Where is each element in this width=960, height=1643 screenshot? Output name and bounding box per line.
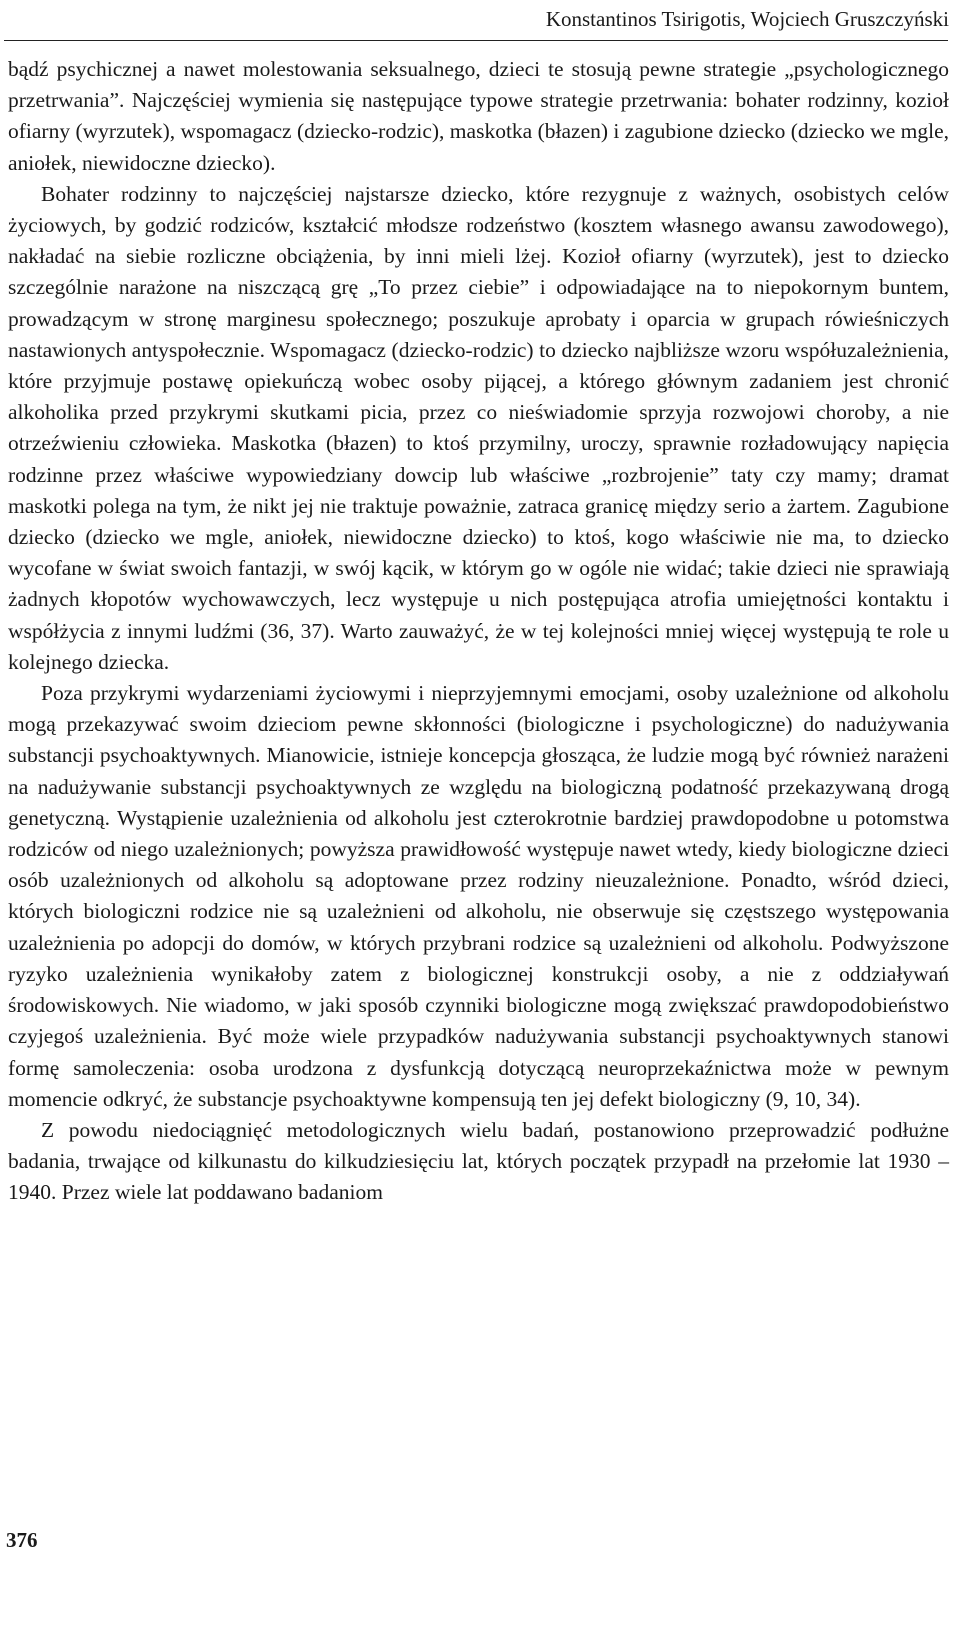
paragraph: Poza przykrymi wydarzeniami życiowymi i nieprzyjemnymi emocjami, osoby uzależnione od alkoholu mogą przekazywać swoim dzieciom pewne skłonności (biologiczne i psychologiczne) do nadużywania substancji psychoaktywnych. Mianowicie, istnieje koncepcja głosząca, że ludzie mogą być również narażeni na nadużywanie substancji psychoaktywnych ze względu na biologiczną podatność przekazywaną drogą genetyczną. Wystąpienie uzależnienia od alkoholu jest czterokrotnie bardziej prawdopodobne u potomstwa rodziców od niego uzależnionych; powyższa prawidłowość występuje nawet wtedy, kiedy biologiczne dzieci osób uzależnionych od alkoholu są adoptowane przez rodziny nieuzależnione. Ponadto, wśród dzieci, których biologiczni rodzice nie są uzależnieni od alkoholu, nie obserwuje się częstszego występowania uzależnienia po adopcji do domów, w których przybrani rodzice są uzależnieni od alkoholu. Podwyższone ryzyko uzależnienia wynikałoby zatem z biologicznej konstrukcji osoby, a nie z oddziaływań środowiskowych. Nie wiadomo, w jaki sposób czynniki biologiczne mogą zwiększać prawdopodobieństwo czyjegoś uzależnienia. Być może wiele przypadków nadużywania substancji psychoaktywnych stanowi formę samoleczenia: osoba urodzona z dysfunkcją dotyczącą neuroprzekaźnictwa może w pewnym momencie odkryć, że substancje psychoaktywne kompensują ten jej defekt biologiczny (9, 10, 34). bbox=[8, 681, 949, 1111]
paragraph: Z powodu niedociągnięć metodologicznych wielu badań, postanowiono przeprowadzić podłużne badania, trwające od kilkunastu do kilkudziesięciu lat, których początek przypadł na przełomie lat 1930 – 1940. Przez wiele lat poddawano badaniom bbox=[8, 1117, 949, 1205]
header-rule bbox=[4, 40, 948, 41]
paragraph: bądź psychicznej a nawet molestowania seksualnego, dzieci te stosują pewne strategie „psychologicznego przetrwania”. Najczęściej wymienia się następujące typowe strategie przetrwania: bohater rodzinny, kozioł ofiarny (wyrzutek), wspomagacz (dziecko-rodzic), maskotka (błazen) i zagubione dziecko (dziecko we mgle, aniołek, niewidoczne dziecko). bbox=[8, 57, 949, 175]
body-text bbox=[8, 54, 949, 1209]
paragraph: Bohater rodzinny to najczęściej najstarsze dziecko, które rezygnuje z ważnych, osobistych celów życiowych, by godzić rodziców, kształcić młodsze rodzeństwo (kosztem własnego awansu zawodowego), nakładać na siebie rozliczne obciążenia, by inni mieli lżej. Kozioł ofiarny (wyrzutek), jest to dziecko szczególnie narażone na niszczącą grę „To przez ciebie” i odpowiadające na to niepokornym buntem, prowadzącym w stronę marginesu społecznego; poszukuje aprobaty i oparcia w grupach rówieśniczych nastawionych antyspołecznie. Wspomagacz (dziecko-rodzic) to dziecko najbliższe wzoru współuzależnienia, które przyjmuje postawę opiekuńczą wobec osoby pijącej, a którego głównym zadaniem jest chronić alkoholika przed przykrymi skutkami picia, przez co nieświadomie sprzyja rozwojowi choroby, a nie otrzeźwieniu człowieka. Maskotka (błazen) to ktoś przymilny, uroczy, sprawnie rozładowujący napięcia rodzinne przez właściwe wypowiedziany dowcip lub właściwe „rozbrojenie” taty czy mamy; dramat maskotki polega na tym, że nikt jej nie traktuje poważnie, zatraca granicę między serio a żartem. Zagubione dziecko (dziecko we mgle, aniołek, niewidoczne dziecko) to ktoś, kogo właściwie nie ma, to dziecko wycofane w świat swoich fantazji, w swój kącik, w którym go w ogóle nie widać; takie dzieci nie sprawiają żadnych kłopotów wychowawczych, lecz występuje u nich postępująca atrofia umiejętności kontaktu i współżycia z innymi ludźmi (36, 37). Warto zauważyć, że w tej kolejności mniej więcej występują te role u kolejnego dziecka. bbox=[8, 181, 949, 674]
page-number: 376 bbox=[6, 1528, 38, 1552]
running-header: Konstantinos Tsirigotis, Wojciech Gruszczyński bbox=[545, 7, 949, 31]
